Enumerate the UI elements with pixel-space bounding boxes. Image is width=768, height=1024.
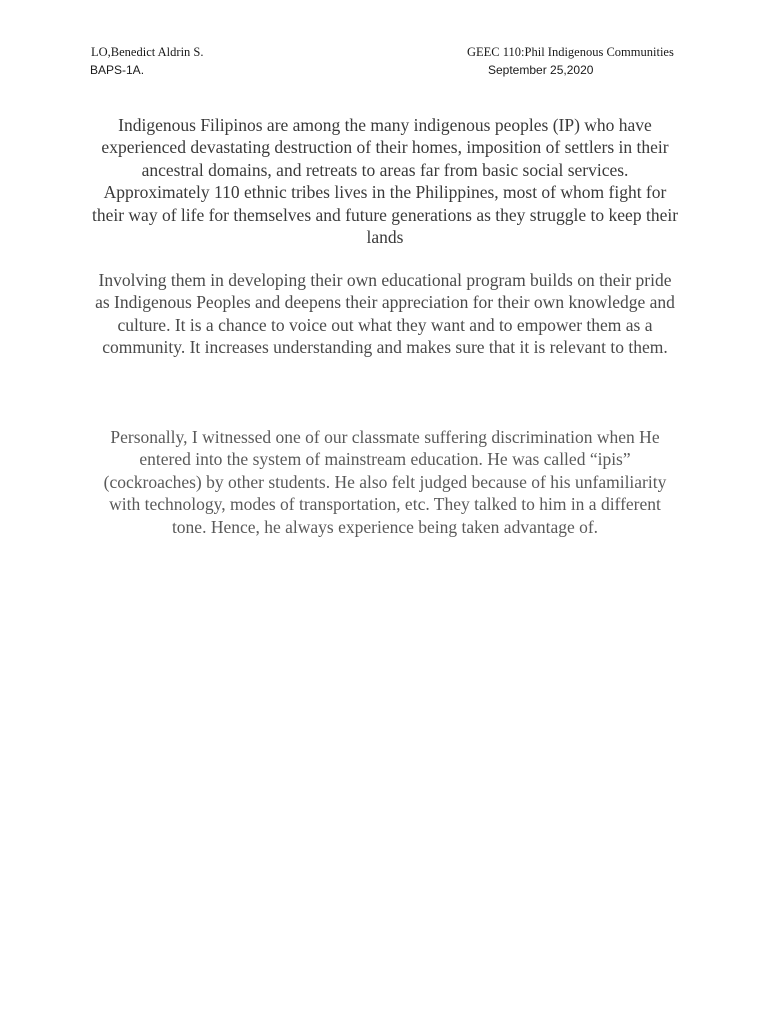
course-title: GEEC 110:Phil Indigenous Communities: [467, 45, 674, 59]
paragraph-intro: Indigenous Filipinos are among the many indigenous peoples (IP) who have experienced devastating destruction of their homes, imposition of settlers in their ancestral domains, and retreats to areas far from basic social services. Approximately 110 ethnic tribes lives in the Philippines, most of whom fight for their way of life for themselves and future generations as they struggle to keep their lands: [91, 115, 679, 248]
paragraph-education: Involving them in developing their own educational program builds on their pride as Indigenous Peoples and deepens their appreciation for their own knowledge and culture. It is a chance to voice out what they want and to empower them as a community. It increases understanding and makes sure that it is relevant to them.: [95, 270, 675, 358]
section-label: BAPS-1A.: [90, 63, 145, 77]
author-name: LO,Benedict Aldrin S.: [91, 45, 204, 59]
paragraph-personal: Personally, I witnessed one of our classmate suffering discrimination when He entered into the system of mainstream education. He was called “ipis” (cockroaches) by other students. He also felt judged because of his unfamiliarity with technology, modes of transportation, etc. They talked to him in a different tone. Hence, he always experience being taken advantage of.: [103, 427, 667, 537]
document-date: September 25,2020: [488, 63, 594, 77]
